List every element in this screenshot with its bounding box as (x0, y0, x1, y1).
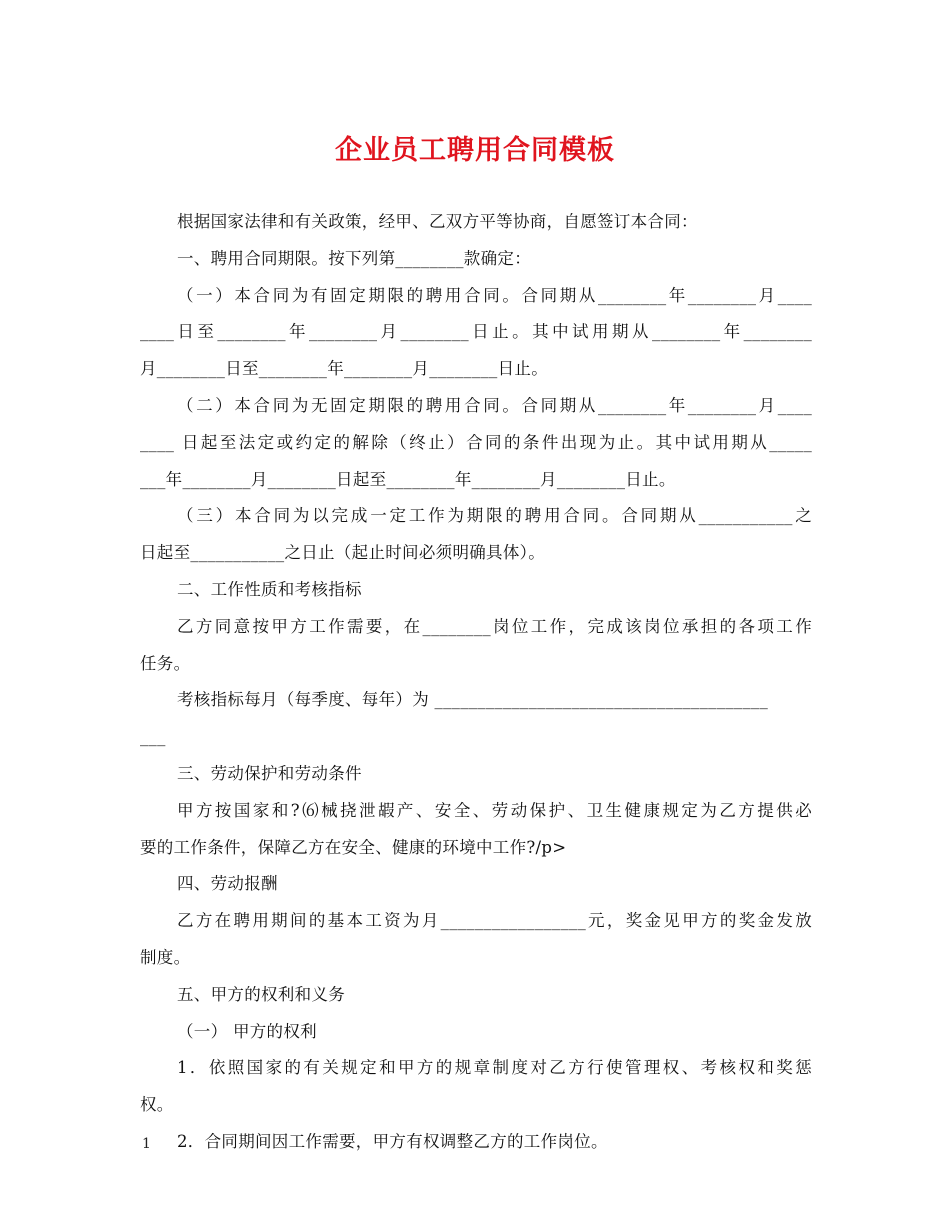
section-2-line-2: 任务。 (140, 653, 191, 673)
clause-1-1-line-3: 月________日至________年________月________日止。 (140, 359, 548, 379)
section-3-line-1: 甲方按国家和?⑹械挠泄嘏产、安全、劳动保护、卫生健康规定为乙方提供必 (177, 800, 812, 820)
section-3-line-2: 要的工作条件，保障乙方在安全、健康的环境中工作?/p> (140, 837, 567, 857)
assessment-line-1: 考核指标每月（每季度、每年）为 _______________________________________ (177, 690, 768, 710)
section-4-line-2: 制度。 (140, 947, 191, 967)
right-1-line-2: 权。 (140, 1095, 174, 1115)
clause-1-2-line-2: ____ 日起至法定或约定的解除（终止）合同的条件出现为止。其中试用期从_____ (140, 432, 812, 452)
clause-1-1-line-2: ____日至________年________月________日止。其中试用期从________年________ (140, 322, 812, 342)
clause-1-2-line-3: ___年________月________日起至________年________月________日止。 (140, 469, 676, 489)
section-5-subheading: （一） 甲方的权利 (177, 1021, 317, 1041)
section-3-heading: 三、劳动保护和劳动条件 (177, 763, 362, 783)
document-title: 企业员工聘用合同模板 (335, 135, 615, 166)
right-2-line-1: 2．合同期间因工作需要，甲方有权调整乙方的工作岗位。 (177, 1131, 608, 1151)
paragraph-intro: 根据国家法律和有关政策，经甲、乙双方平等协商，自愿签订本合同： (177, 212, 698, 231)
document-body (140, 204, 812, 1161)
clause-1-1-line-1: （一）本合同为有固定期限的聘用合同。合同期从________年________月____ (177, 285, 812, 305)
section-5-heading: 五、甲方的权利和义务 (177, 984, 345, 1004)
section-4-heading: 四、劳动报酬 (177, 874, 278, 894)
section-1-heading: 一、聘用合同期限。按下列第________款确定： (177, 248, 531, 268)
section-4-line-1: 乙方在聘用期间的基本工资为月_________________元，奖金见甲方的奖金发放 (177, 911, 812, 931)
assessment-line-2: ___ (140, 727, 166, 747)
section-2-line-1: 乙方同意按甲方工作需要，在________岗位工作，完成该岗位承担的各项工作 (177, 616, 812, 636)
page-number: 1 (142, 1136, 151, 1152)
right-1-line-1: 1．依照国家的有关规定和甲方的规章制度对乙方行使管理权、考核权和奖惩 (177, 1058, 812, 1078)
clause-1-3-line-2: 日起至___________之日止（起止时间必须明确具体）。 (140, 543, 545, 563)
clause-1-3-line-1: （三）本合同为以完成一定工作为期限的聘用合同。合同期从___________之 (177, 506, 812, 526)
section-2-heading: 二、工作性质和考核指标 (177, 579, 362, 599)
clause-1-2-line-1: （二）本合同为无固定期限的聘用合同。合同期从________年________月____ (177, 395, 812, 415)
